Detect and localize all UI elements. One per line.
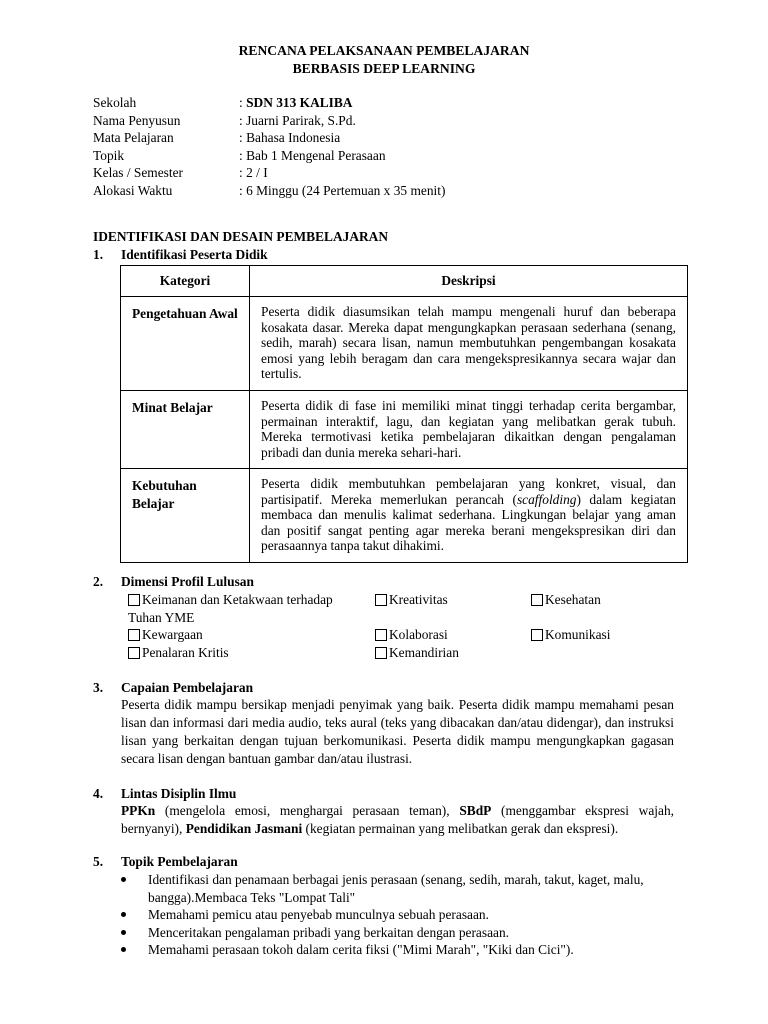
info-label: Alokasi Waktu (93, 182, 173, 198)
table-header-row (121, 266, 688, 297)
table-header-deskripsi: Deskripsi (250, 266, 688, 297)
info-separator: : (239, 147, 247, 163)
checkbox-label: Kewargaan (142, 627, 203, 642)
checkbox-icon[interactable] (128, 647, 140, 659)
info-value-wrap (239, 147, 386, 165)
list-item-text: Menceritakan pengalaman pribadi yang berkaitan dengan perasaan. (148, 925, 510, 940)
info-value-wrap (239, 182, 445, 200)
info-label: Topik (93, 147, 125, 163)
section-title: Topik Pembelajaran (121, 854, 238, 869)
list-item-text: Identifikasi dan penamaan berbagai jenis perasaan (senang, sedih, marah, takut, kaget, malu, bangga).Membaca Teks "Lompat Tali" (148, 872, 644, 905)
section-number: 5. (93, 854, 104, 869)
section-number: 3. (93, 680, 104, 695)
info-value: Bab 1 Mengenal Perasaan (246, 147, 386, 163)
checkbox-icon[interactable] (375, 629, 387, 641)
checkbox-label: Kesehatan (545, 592, 601, 607)
info-value-wrap (239, 129, 340, 147)
info-row-topik (93, 147, 445, 165)
info-label: Nama Penyusun (93, 112, 181, 128)
info-value: 2 / I (246, 165, 268, 181)
table-cell-deskripsi (250, 469, 688, 563)
list-item (121, 871, 674, 906)
section-number: 4. (93, 786, 104, 801)
list-item (121, 924, 674, 942)
info-row-alokasi (93, 182, 445, 200)
info-value: Juarni Parirak, S.Pd. (246, 112, 356, 128)
checkbox-icon[interactable] (128, 629, 140, 641)
checkbox-label: Keimanan dan Ketakwaan terhadap Tuhan YME (128, 592, 333, 625)
info-separator: : (239, 95, 247, 110)
checkbox-item-komunikasi[interactable] (531, 626, 610, 644)
table-cell-kategori: Minat Belajar (121, 391, 250, 469)
info-value: SDN 313 KALIBA (246, 95, 353, 110)
info-row-penyusun (93, 112, 445, 130)
table-row (121, 391, 688, 469)
checkbox-label: Kreativitas (389, 592, 448, 607)
checkbox-item-kreativitas[interactable] (375, 591, 448, 609)
info-label: Sekolah (93, 95, 137, 110)
capaian-text: Peserta didik mampu bersikap menjadi penyimak yang baik. Peserta didik mampu memahami pesan lisan dan informasi dari media audio, teks aural (teks yang dibacakan dan/atau didengar), dan instruksi lisan yang berkaitan dengan tujuan berkomunikasi. Peserta didik mampu mengungkapkan gagasan secara lisan dengan bantuan gambar dan/atau ilustrasi. (121, 697, 674, 766)
table-cell-kategori: Kebutuhan Belajar (121, 469, 250, 563)
document-title-line2: BERBASIS DEEP LEARNING (292, 61, 476, 76)
section-title: Capaian Pembelajaran (121, 680, 254, 695)
info-label: Kelas / Semester (93, 165, 183, 181)
subject-penjas: Pendidikan Jasmani (185, 821, 303, 836)
subject-desc: (menggambar ekspresi wajah, bernyanyi), (121, 803, 674, 836)
info-label: Mata Pelajaran (93, 130, 174, 146)
info-value-wrap (239, 164, 268, 182)
section-number: 1. (93, 247, 104, 262)
lintas-disiplin-text (121, 802, 674, 838)
subject-desc: (mengelola emosi, menghargai perasaan teman), (155, 803, 460, 818)
table-cell-kategori: Pengetahuan Awal (121, 297, 250, 391)
info-separator: : (239, 182, 247, 198)
table-row (121, 469, 688, 563)
info-value: Bahasa Indonesia (246, 130, 341, 146)
checkbox-label: Kolaborasi (389, 627, 448, 642)
checkbox-icon[interactable] (531, 594, 543, 606)
list-item (121, 941, 674, 959)
checkbox-item-kesehatan[interactable] (531, 591, 601, 609)
info-block (93, 94, 445, 200)
table-row (121, 297, 688, 391)
list-item-text: Memahami pemicu atau penyebab munculnya sebuah perasaan. (148, 907, 489, 922)
checkbox-icon[interactable] (375, 647, 387, 659)
info-separator: : (239, 112, 247, 128)
list-item-text: Memahami perasaan tokoh dalam cerita fiksi ("Mimi Marah", "Kiki dan Cici"). (148, 942, 574, 957)
checkbox-label: Penalaran Kritis (142, 645, 229, 660)
checkbox-icon[interactable] (375, 594, 387, 606)
checkbox-item-kewargaan[interactable] (128, 626, 203, 644)
subject-desc: (kegiatan permainan yang melibatkan gerak dan ekspresi). (302, 821, 619, 836)
checkbox-icon[interactable] (128, 594, 140, 606)
deskripsi-part: Peserta didik membutuhkan pembelajaran yang konkret, visual, dan partisipatif. Mereka memerlukan perancah ( (261, 476, 676, 507)
deskripsi-italic: scaffolding (516, 491, 577, 507)
section-title: Identifikasi Peserta Didik (121, 247, 268, 262)
info-row-mapel (93, 129, 445, 147)
info-value-wrap (239, 112, 356, 130)
section-main-heading: IDENTIFIKASI DAN DESAIN PEMBELAJARAN (93, 229, 389, 244)
checkbox-label: Komunikasi (545, 627, 611, 642)
info-separator: : (239, 165, 247, 181)
info-row-kelas (93, 164, 445, 182)
info-value: 6 Minggu (24 Pertemuan x 35 menit) (246, 182, 446, 198)
checkbox-item-penalaran[interactable] (128, 644, 229, 662)
checkbox-item-kemandirian[interactable] (375, 644, 459, 662)
checkbox-icon[interactable] (531, 629, 543, 641)
list-item (121, 906, 674, 924)
deskripsi-part: ) dalam kegiatan membaca dan menulis kalimat sederhana. Lingkungan belajar yang aman dan positif sangat penting agar mereka berani mengekspresikan diri dan perasaannya tanpa takut dihakimi. (261, 491, 677, 553)
subject-ppkn: PPKn (121, 803, 156, 818)
info-separator: : (239, 130, 247, 146)
info-row-sekolah (93, 94, 445, 112)
checkbox-item-kolaborasi[interactable] (375, 626, 448, 644)
table-cell-deskripsi: Peserta didik di fase ini memiliki minat tinggi terhadap cerita bergambar, permainan interaktif, lagu, dan kegiatan yang melibatkan gerak tubuh. Mereka termotivasi ketika pembelajaran dikaitkan dengan pengalaman pribadi dan dunia mereka sehari-hari. (250, 391, 688, 469)
checkbox-label: Kemandirian (389, 645, 459, 660)
table-cell-deskripsi: Peserta didik diasumsikan telah mampu mengenali huruf dan beberapa kosakata dasar. Mereka dapat mengungkapkan perasaan sederhana (senang, sedih, marah) secara lisan, namun membutuhkan pengembangan kosakata emosi yang lebih beragam dan cara mengekspresikannya secara wajar dan tertulis. (250, 297, 688, 391)
subject-sbdp: SBdP (459, 803, 492, 818)
section-title: Lintas Disiplin Ilmu (121, 786, 237, 801)
document-title-line1: RENCANA PELAKSANAAN PEMBELAJARAN (238, 43, 530, 58)
checkbox-item-keimanan[interactable] (128, 591, 358, 626)
identification-table (120, 265, 688, 563)
section-number: 2. (93, 574, 104, 589)
section-title: Dimensi Profil Lulusan (121, 574, 254, 589)
info-value-wrap (239, 94, 352, 112)
table-header-kategori: Kategori (121, 266, 250, 297)
